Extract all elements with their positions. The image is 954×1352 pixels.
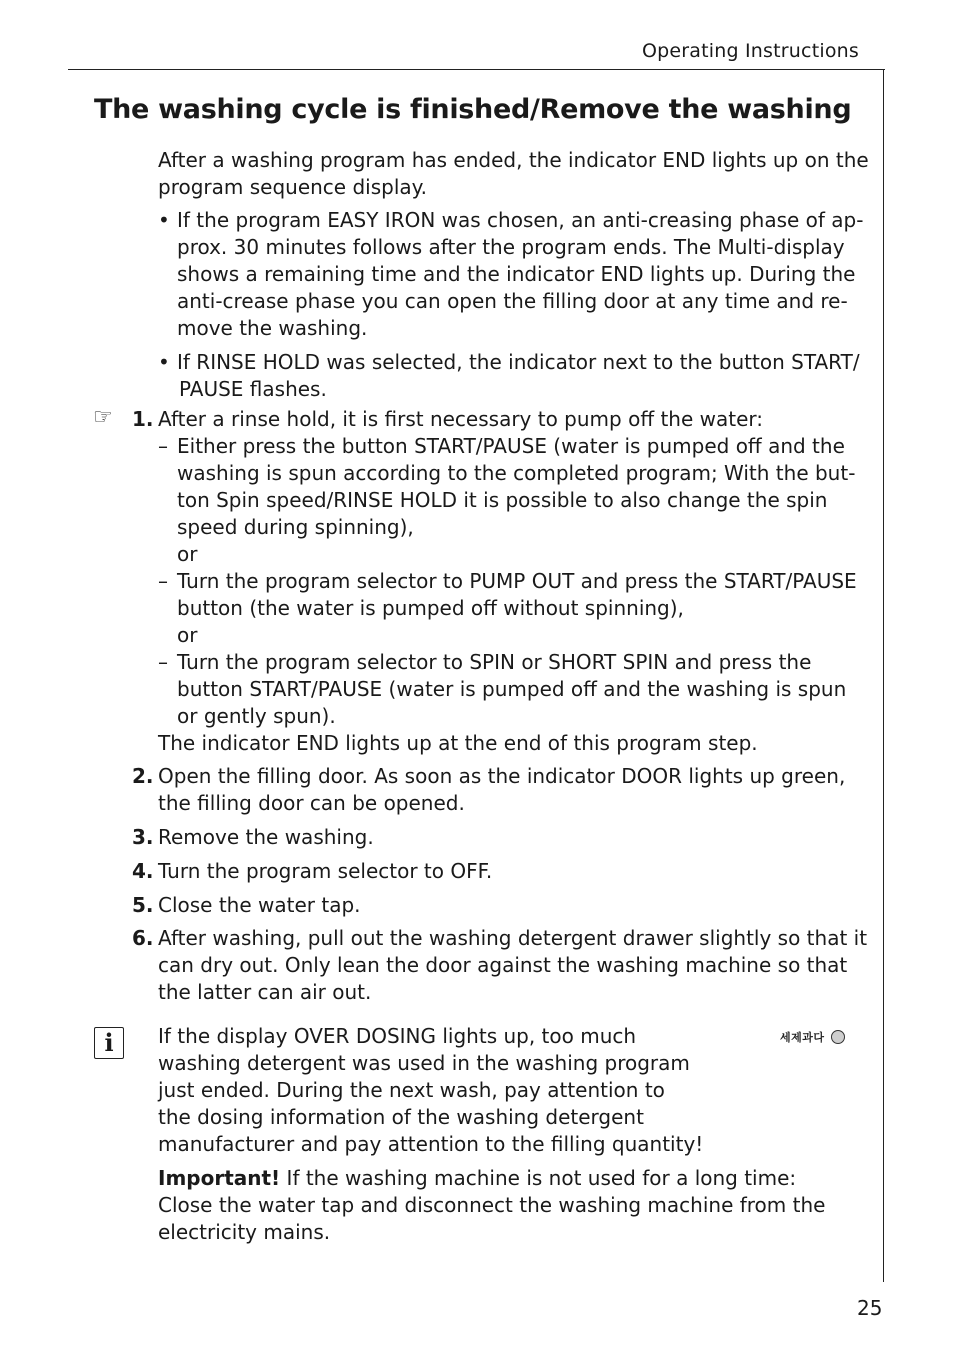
info-line: the dosing information of the washing detergent [158, 1105, 644, 1129]
important-label: Important! [158, 1166, 281, 1190]
step-1-option-pump-out [177, 568, 857, 649]
step-number: 4. [132, 859, 154, 883]
option-line: ton Spin speed/RINSE HOLD it is possible to also change the spin [177, 488, 828, 512]
running-header: Operating Instructions [641, 40, 859, 62]
step-number: 2. [132, 764, 154, 788]
info-line: manufacturer and pay attention to the filling quantity! [158, 1132, 704, 1156]
bullet-line: PAUSE flashes. [179, 377, 327, 401]
info-line: If the display OVER DOSING lights up, too much [158, 1024, 637, 1048]
important-rest: If the washing machine is not used for a long time: [280, 1166, 797, 1190]
step-2-text [158, 763, 845, 817]
bullet-line: prox. 30 minutes follows after the program ends. The Multi-display [177, 235, 845, 259]
option-line: Turn the program selector to PUMP OUT and press the START/PAUSE [177, 569, 857, 593]
info-icon [94, 1027, 124, 1059]
step-1-closing: The indicator END lights up at the end of this program step. [158, 731, 758, 755]
indicator-light-icon [831, 1030, 845, 1044]
step-5-text: Close the water tap. [158, 893, 361, 917]
important-line: electricity mains. [158, 1220, 331, 1244]
option-line: Turn the program selector to SPIN or SHORT SPIN and press the [177, 650, 812, 674]
dash-marker: – [158, 569, 168, 593]
important-first-line [158, 1165, 825, 1192]
bullet-marker: • [158, 208, 170, 232]
pointing-hand-icon: ☞ [93, 405, 113, 430]
step-number: 3. [132, 825, 154, 849]
page-title: The washing cycle is finished/Remove the washing [94, 94, 852, 125]
info-line: washing detergent was used in the washing program [158, 1051, 690, 1075]
option-line: or gently spun). [177, 704, 336, 728]
intro-paragraph [158, 147, 869, 201]
bullet-easy-iron [177, 207, 863, 342]
dash-marker: – [158, 650, 168, 674]
option-line: Either press the button START/PAUSE (water is pumped off and the [177, 434, 845, 458]
step-1-option-spin [177, 649, 846, 730]
step-line: Open the filling door. As soon as the indicator DOOR lights up green, [158, 764, 846, 788]
intro-line: After a washing program has ended, the indicator END lights up on the [158, 148, 869, 172]
step-3-text: Remove the washing. [158, 825, 374, 849]
info-glyph: i [104, 1028, 114, 1057]
step-number: 6. [132, 926, 154, 950]
step-number: 1. [132, 407, 154, 431]
important-line: Close the water tap and disconnect the washing machine from the [158, 1193, 826, 1217]
important-note [158, 1165, 825, 1246]
step-1-text: After a rinse hold, it is first necessary to pump off the water: [158, 407, 763, 431]
header-rule [68, 69, 885, 70]
dash-marker: – [158, 434, 168, 458]
option-line: button (the water is pumped off without spinning), [177, 596, 684, 620]
step-line: can dry out. Only lean the door against the washing machine so that [158, 953, 848, 977]
margin-rule [883, 69, 884, 1282]
bullet-line: If the program EASY IRON was chosen, an anti-creasing phase of ap- [177, 208, 864, 232]
bullet-line: shows a remaining time and the indicator END lights up. During the [177, 262, 856, 286]
step-1-option-start-pause [177, 433, 855, 568]
step-number: 5. [132, 893, 154, 917]
display-label: 세제과다 [780, 1031, 825, 1044]
step-4-text: Turn the program selector to OFF. [158, 859, 493, 883]
info-paragraph [158, 1023, 703, 1158]
step-6-text [158, 925, 867, 1006]
bullet-line: move the washing. [177, 316, 368, 340]
info-line: just ended. During the next wash, pay attention to [158, 1078, 665, 1102]
option-line: button START/PAUSE (water is pumped off and the washing is spun [177, 677, 847, 701]
bullet-line: anti-crease phase you can open the filling door at any time and re- [177, 289, 848, 313]
intro-line: program sequence display. [158, 175, 427, 199]
option-line: or [177, 542, 198, 566]
bullet-line: If RINSE HOLD was selected, the indicator next to the button START/ [177, 350, 860, 374]
over-dosing-display-indicator [780, 1027, 845, 1047]
bullet-rinse-hold [177, 349, 860, 403]
option-line: or [177, 623, 198, 647]
bullet-marker: • [158, 350, 170, 374]
step-line: the latter can air out. [158, 980, 372, 1004]
step-line: After washing, pull out the washing detergent drawer slightly so that it [158, 926, 868, 950]
step-line: the filling door can be opened. [158, 791, 465, 815]
page-number: 25 [857, 1296, 883, 1320]
option-line: washing is spun according to the completed program; With the but- [177, 461, 856, 485]
option-line: speed during spinning), [177, 515, 414, 539]
